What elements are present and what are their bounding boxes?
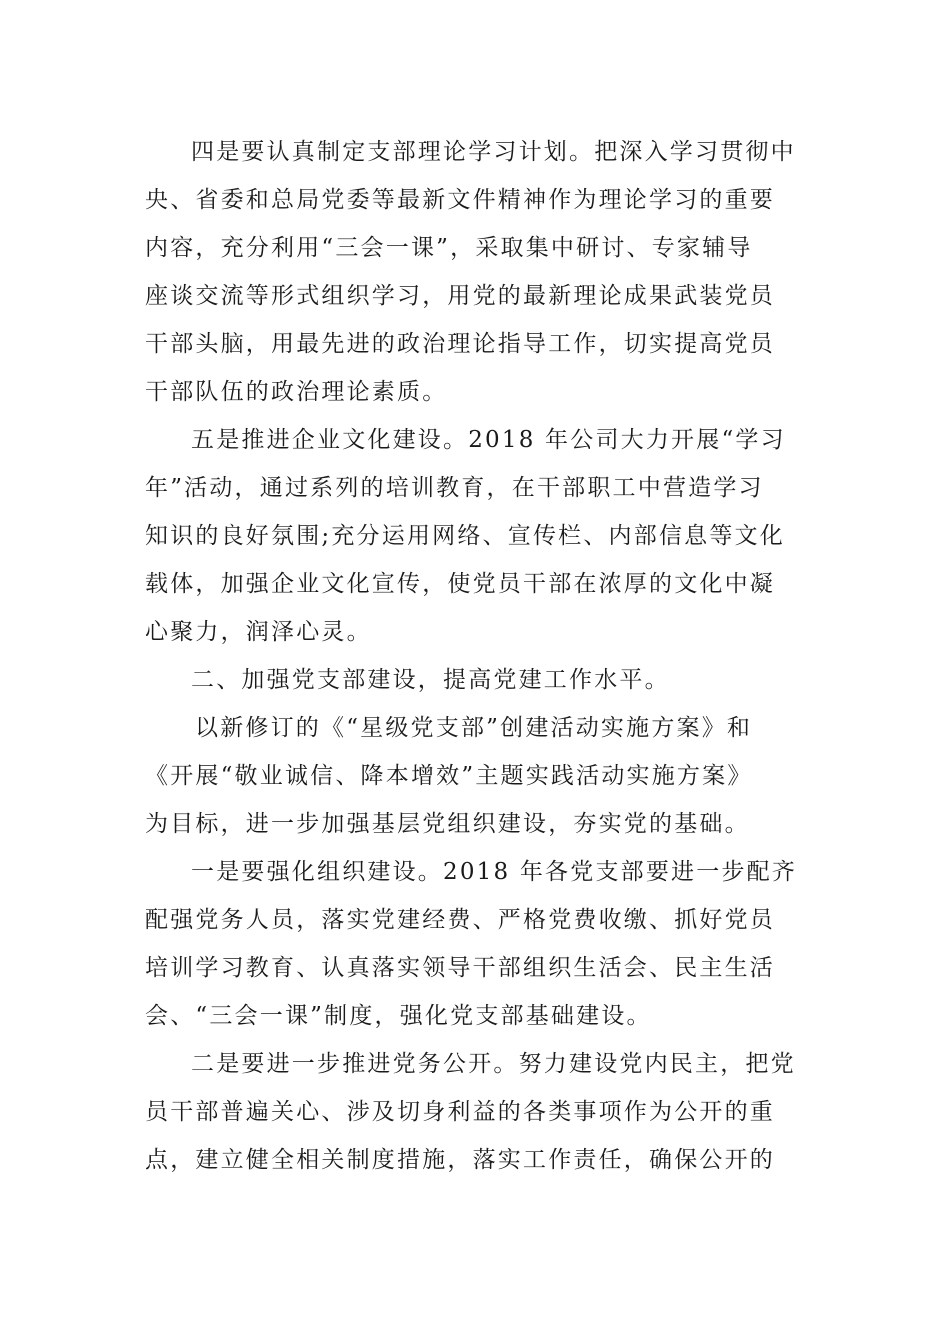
section-heading-two <box>145 656 810 704</box>
document-body <box>145 128 810 1184</box>
paragraph-line: 点，建立健全相关制度措施，落实工作责任，确保公开的 <box>145 1147 775 1173</box>
paragraph-four <box>145 128 810 416</box>
paragraph-line: 座谈交流等形式组织学习，用党的最新理论成果武装党员 <box>145 283 775 309</box>
paragraph-line: 会、“三会一课”制度，强化党支部基础建设。 <box>145 1003 652 1029</box>
paragraph-one <box>145 848 810 1040</box>
paragraph-intro <box>145 704 810 848</box>
paragraph-line: 五是推进企业文化建设。2018 年公司大力开展“学习 <box>191 427 786 453</box>
paragraph-line: 一是要强化组织建设。2018 年各党支部要进一步配齐 <box>191 859 798 885</box>
paragraph-line: 知识的良好氛围;充分运用网络、宣传栏、内部信息等文化 <box>145 523 785 549</box>
paragraph-line: 以新修订的《“星级党支部”创建活动实施方案》和 <box>195 715 753 741</box>
paragraph-line: 员干部普遍关心、涉及切身利益的各类事项作为公开的重 <box>145 1099 775 1125</box>
paragraph-two <box>145 1040 810 1184</box>
paragraph-line: 配强党务人员，落实党建经费、严格党费收缴、抓好党员 <box>145 907 775 933</box>
paragraph-line: 培训学习教育、认真落实领导干部组织生活会、民主生活 <box>145 955 775 981</box>
paragraph-line: 载体，加强企业文化宣传，使党员干部在浓厚的文化中凝 <box>145 571 775 597</box>
paragraph-line: 干部队伍的政治理论素质。 <box>145 379 448 405</box>
paragraph-line: 心聚力，润泽心灵。 <box>145 619 372 645</box>
paragraph-line: 干部头脑，用最先进的政治理论指导工作，切实提高党员 <box>145 331 775 357</box>
paragraph-line: 《开展“敬业诚信、降本增效”主题实践活动实施方案》 <box>145 763 753 789</box>
paragraph-five <box>145 416 810 656</box>
paragraph-line: 为目标，进一步加强基层党组织建设，夯实党的基础。 <box>145 811 750 837</box>
paragraph-line: 年”活动，通过系列的培训教育，在干部职工中营造学习 <box>145 475 764 501</box>
paragraph-line: 内容，充分利用“三会一课”，采取集中研讨、专家辅导 <box>145 235 753 261</box>
paragraph-line: 央、省委和总局党委等最新文件精神作为理论学习的重要 <box>145 187 775 213</box>
paragraph-line: 四是要认真制定支部理论学习计划。把深入学习贯彻中 <box>191 139 796 165</box>
paragraph-line: 二是要进一步推进党务公开。努力建设党内民主，把党 <box>191 1051 796 1077</box>
section-heading: 二、加强党支部建设，提高党建工作水平。 <box>191 667 670 693</box>
